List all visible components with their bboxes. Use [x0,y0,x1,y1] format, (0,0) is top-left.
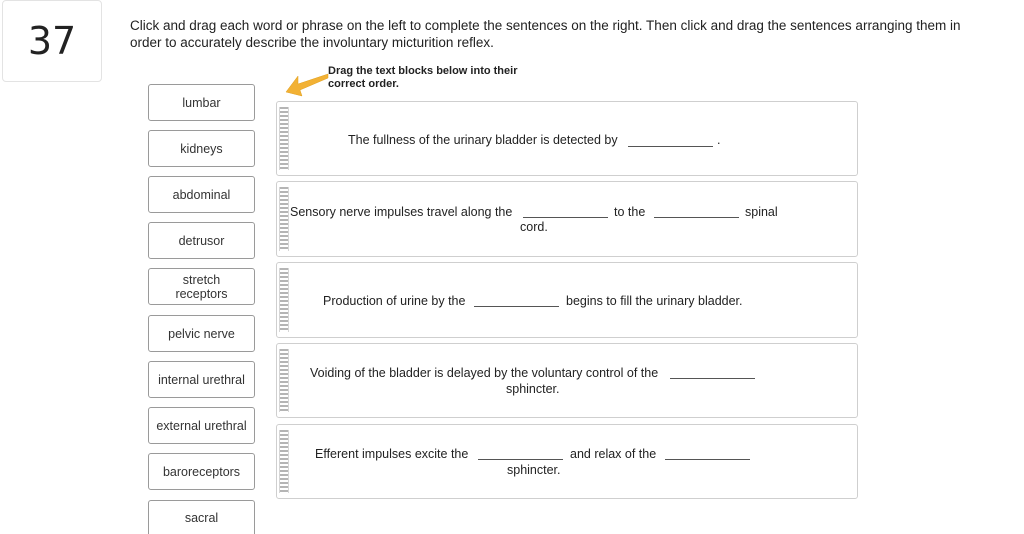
arrow-icon [284,68,330,98]
drag-handle-icon[interactable] [279,187,289,251]
drag-handle-icon[interactable] [279,349,289,412]
drag-handle-icon[interactable] [279,268,289,332]
drop-blank[interactable] [665,459,750,460]
sentence-block-4[interactable] [276,343,858,418]
drag-handle-icon[interactable] [279,107,289,170]
sentence-text: begins to fill the urinary bladder. [566,294,743,308]
drop-blank[interactable] [670,378,755,379]
word-kidneys[interactable]: kidneys [148,130,255,167]
drag-handle-icon[interactable] [279,430,289,493]
sentence-text: . [717,133,721,147]
sentence-text: cord. [520,220,548,234]
word-baroreceptors[interactable]: baroreceptors [148,453,255,490]
drop-blank[interactable] [474,306,559,307]
sentence-block-5[interactable] [276,424,858,499]
drop-blank[interactable] [523,217,608,218]
sentence-text: spinal [745,205,778,219]
word-abdominal[interactable]: abdominal [148,176,255,213]
sentence-text: and relax of the [570,447,657,461]
instructions-text: Click and drag each word or phrase on the left to complete the sentences on the right. Then click and drag the sentences arranging them in order to accurately describe the involuntary micturition reflex. [130,18,961,50]
sentence-block-1[interactable] [276,101,858,176]
sentence-text: sphincter. [507,463,561,477]
sentence-text: The fullness of the urinary bladder is detected by [348,133,618,147]
word-detrusor[interactable]: detrusor [148,222,255,259]
sentence-text: to the [614,205,646,219]
drop-blank[interactable] [628,146,713,147]
word-sacral[interactable]: sacral [148,500,255,534]
sentence-text: Sensory nerve impulses travel along the [290,205,513,219]
word-stretch-receptors[interactable]: stretch receptors [148,268,255,305]
sentence-block-3[interactable] [276,262,858,338]
sentence-text: Efferent impulses excite the [315,447,469,461]
word-internal-urethral[interactable]: internal urethral [148,361,255,398]
sentence-text: Voiding of the bladder is delayed by the voluntary control of the [310,366,659,380]
drag-hint: Drag the text blocks below into their correct order. [328,65,518,90]
sentence-text: Production of urine by the [323,294,466,308]
word-pelvic-nerve[interactable]: pelvic nerve [148,315,255,352]
question-number: 37 [2,0,102,82]
sentence-text: sphincter. [506,382,560,396]
word-external-urethral[interactable]: external urethral [148,407,255,444]
drop-blank[interactable] [478,459,563,460]
word-lumbar[interactable]: lumbar [148,84,255,121]
sentence-block-2[interactable] [276,181,858,257]
drop-blank[interactable] [654,217,739,218]
